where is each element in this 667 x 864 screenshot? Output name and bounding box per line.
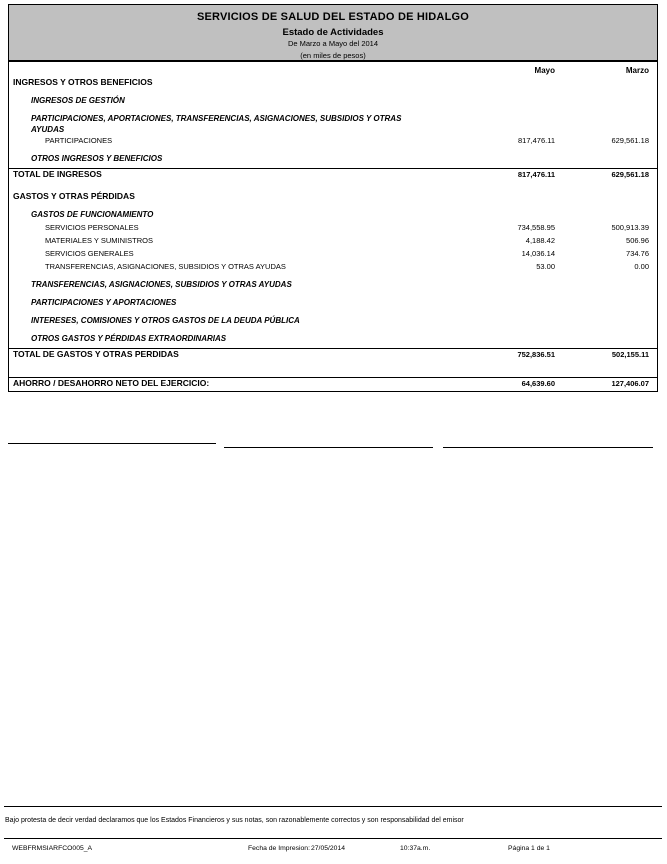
column-header-row <box>9 62 657 75</box>
row-label: PARTICIPACIONES <box>45 136 113 145</box>
signature-line <box>224 447 433 448</box>
table-row <box>9 95 657 108</box>
statement-table <box>8 61 658 392</box>
value-marzo: 127,406.07 <box>611 379 649 388</box>
row-label: INGRESOS Y OTROS BENEFICIOS <box>13 77 153 87</box>
value-mayo: 64,639.60 <box>521 379 555 388</box>
form-id: WEBFRMSIARFCO005_A <box>12 845 93 852</box>
value-marzo: 734.76 <box>626 249 649 258</box>
row-label: TRANSFERENCIAS, ASIGNACIONES, SUBSIDIOS Y OTRAS AYUDAS <box>45 262 286 271</box>
report-header <box>8 4 658 61</box>
declaration-text: Bajo protesta de decir verdad declaramos que los Estados Financieros y sus notas, son razonablemente correctos y son responsabilidad del emisor <box>5 817 464 824</box>
row-label: TOTAL DE INGRESOS <box>13 169 102 179</box>
table-row <box>9 209 657 222</box>
value-marzo: 0.00 <box>634 262 649 271</box>
row-label: MATERIALES Y SUMINISTROS <box>45 236 153 245</box>
report-period: De Marzo a Mayo del 2014 <box>287 39 379 48</box>
table-rows <box>9 75 657 391</box>
row-label: SERVICIOS PERSONALES <box>45 223 139 232</box>
signature-line <box>8 443 216 444</box>
report-units: (en miles de pesos) <box>300 51 366 60</box>
row-label: PARTICIPACIONES, APORTACIONES, TRANSFERENCIAS, ASIGNACIONES, SUBSIDIOS Y OTRAS AYUDAS <box>31 114 402 134</box>
table-row <box>9 169 657 182</box>
row-label: PARTICIPACIONES Y APORTACIONES <box>31 298 177 307</box>
table-row <box>9 297 657 310</box>
table-row <box>9 261 657 274</box>
value-mayo: 817,476.11 <box>517 170 555 179</box>
value-mayo: 734,558.95 <box>517 223 555 232</box>
table-row <box>9 135 657 148</box>
row-label: INTERESES, COMISIONES Y OTROS GASTOS DE LA DEUDA PÚBLICA <box>31 316 300 325</box>
row-label: OTROS INGRESOS Y BENEFICIOS <box>31 154 163 163</box>
row-label: SERVICIOS GENERALES <box>45 249 134 258</box>
table-row <box>9 315 657 328</box>
column-header-spacer <box>9 66 440 75</box>
value-marzo: 500,913.39 <box>611 223 649 232</box>
column-header-marzo: Marzo <box>625 66 649 75</box>
table-row <box>9 191 657 204</box>
value-mayo: 817,476.11 <box>518 136 555 145</box>
table-row <box>9 349 657 362</box>
page-number: Página 1 de 1 <box>508 845 550 852</box>
table-row <box>9 333 657 346</box>
print-date: 27/05/2014 <box>311 845 346 852</box>
table-row <box>9 113 657 135</box>
table-row <box>9 153 657 166</box>
print-date-label: Fecha de Impresion: <box>248 845 310 852</box>
org-title: SERVICIOS DE SALUD DEL ESTADO DE HIDALGO <box>196 11 470 23</box>
table-row <box>9 378 657 391</box>
report-title: Estado de Actividades <box>282 27 384 38</box>
value-mayo: 752,836.51 <box>517 350 555 359</box>
row-label: GASTOS DE FUNCIONAMIENTO <box>31 210 154 219</box>
table-row <box>9 222 657 235</box>
row-label: AHORRO / DESAHORRO NETO DEL EJERCICIO: <box>13 378 210 388</box>
table-row <box>9 77 657 90</box>
declaration-divider <box>4 806 662 807</box>
footer-divider <box>4 838 662 839</box>
column-header-mayo: Mayo <box>534 66 555 75</box>
row-label: OTROS GASTOS Y PÉRDIDAS EXTRAORDINARIAS <box>31 334 227 343</box>
table-row <box>9 248 657 261</box>
value-marzo: 502,155.11 <box>611 350 649 359</box>
value-mayo: 14,036.14 <box>521 249 555 258</box>
value-marzo: 506.96 <box>626 236 649 245</box>
signature-line <box>443 447 653 448</box>
row-label: TOTAL DE GASTOS Y OTRAS PERDIDAS <box>13 349 179 359</box>
value-marzo: 629,561.18 <box>611 136 649 145</box>
table-row <box>9 279 657 292</box>
print-time: 10:37a.m. <box>400 845 431 852</box>
value-mayo: 4,188.42 <box>525 236 555 245</box>
value-mayo: 53.00 <box>536 262 555 271</box>
table-row <box>9 235 657 248</box>
row-label: INGRESOS DE GESTIÓN <box>31 96 125 105</box>
value-marzo: 629,561.18 <box>611 170 649 179</box>
row-label: GASTOS Y OTRAS PÉRDIDAS <box>13 191 135 201</box>
row-label: TRANSFERENCIAS, ASIGNACIONES, SUBSIDIOS Y OTRAS AYUDAS <box>31 280 292 289</box>
